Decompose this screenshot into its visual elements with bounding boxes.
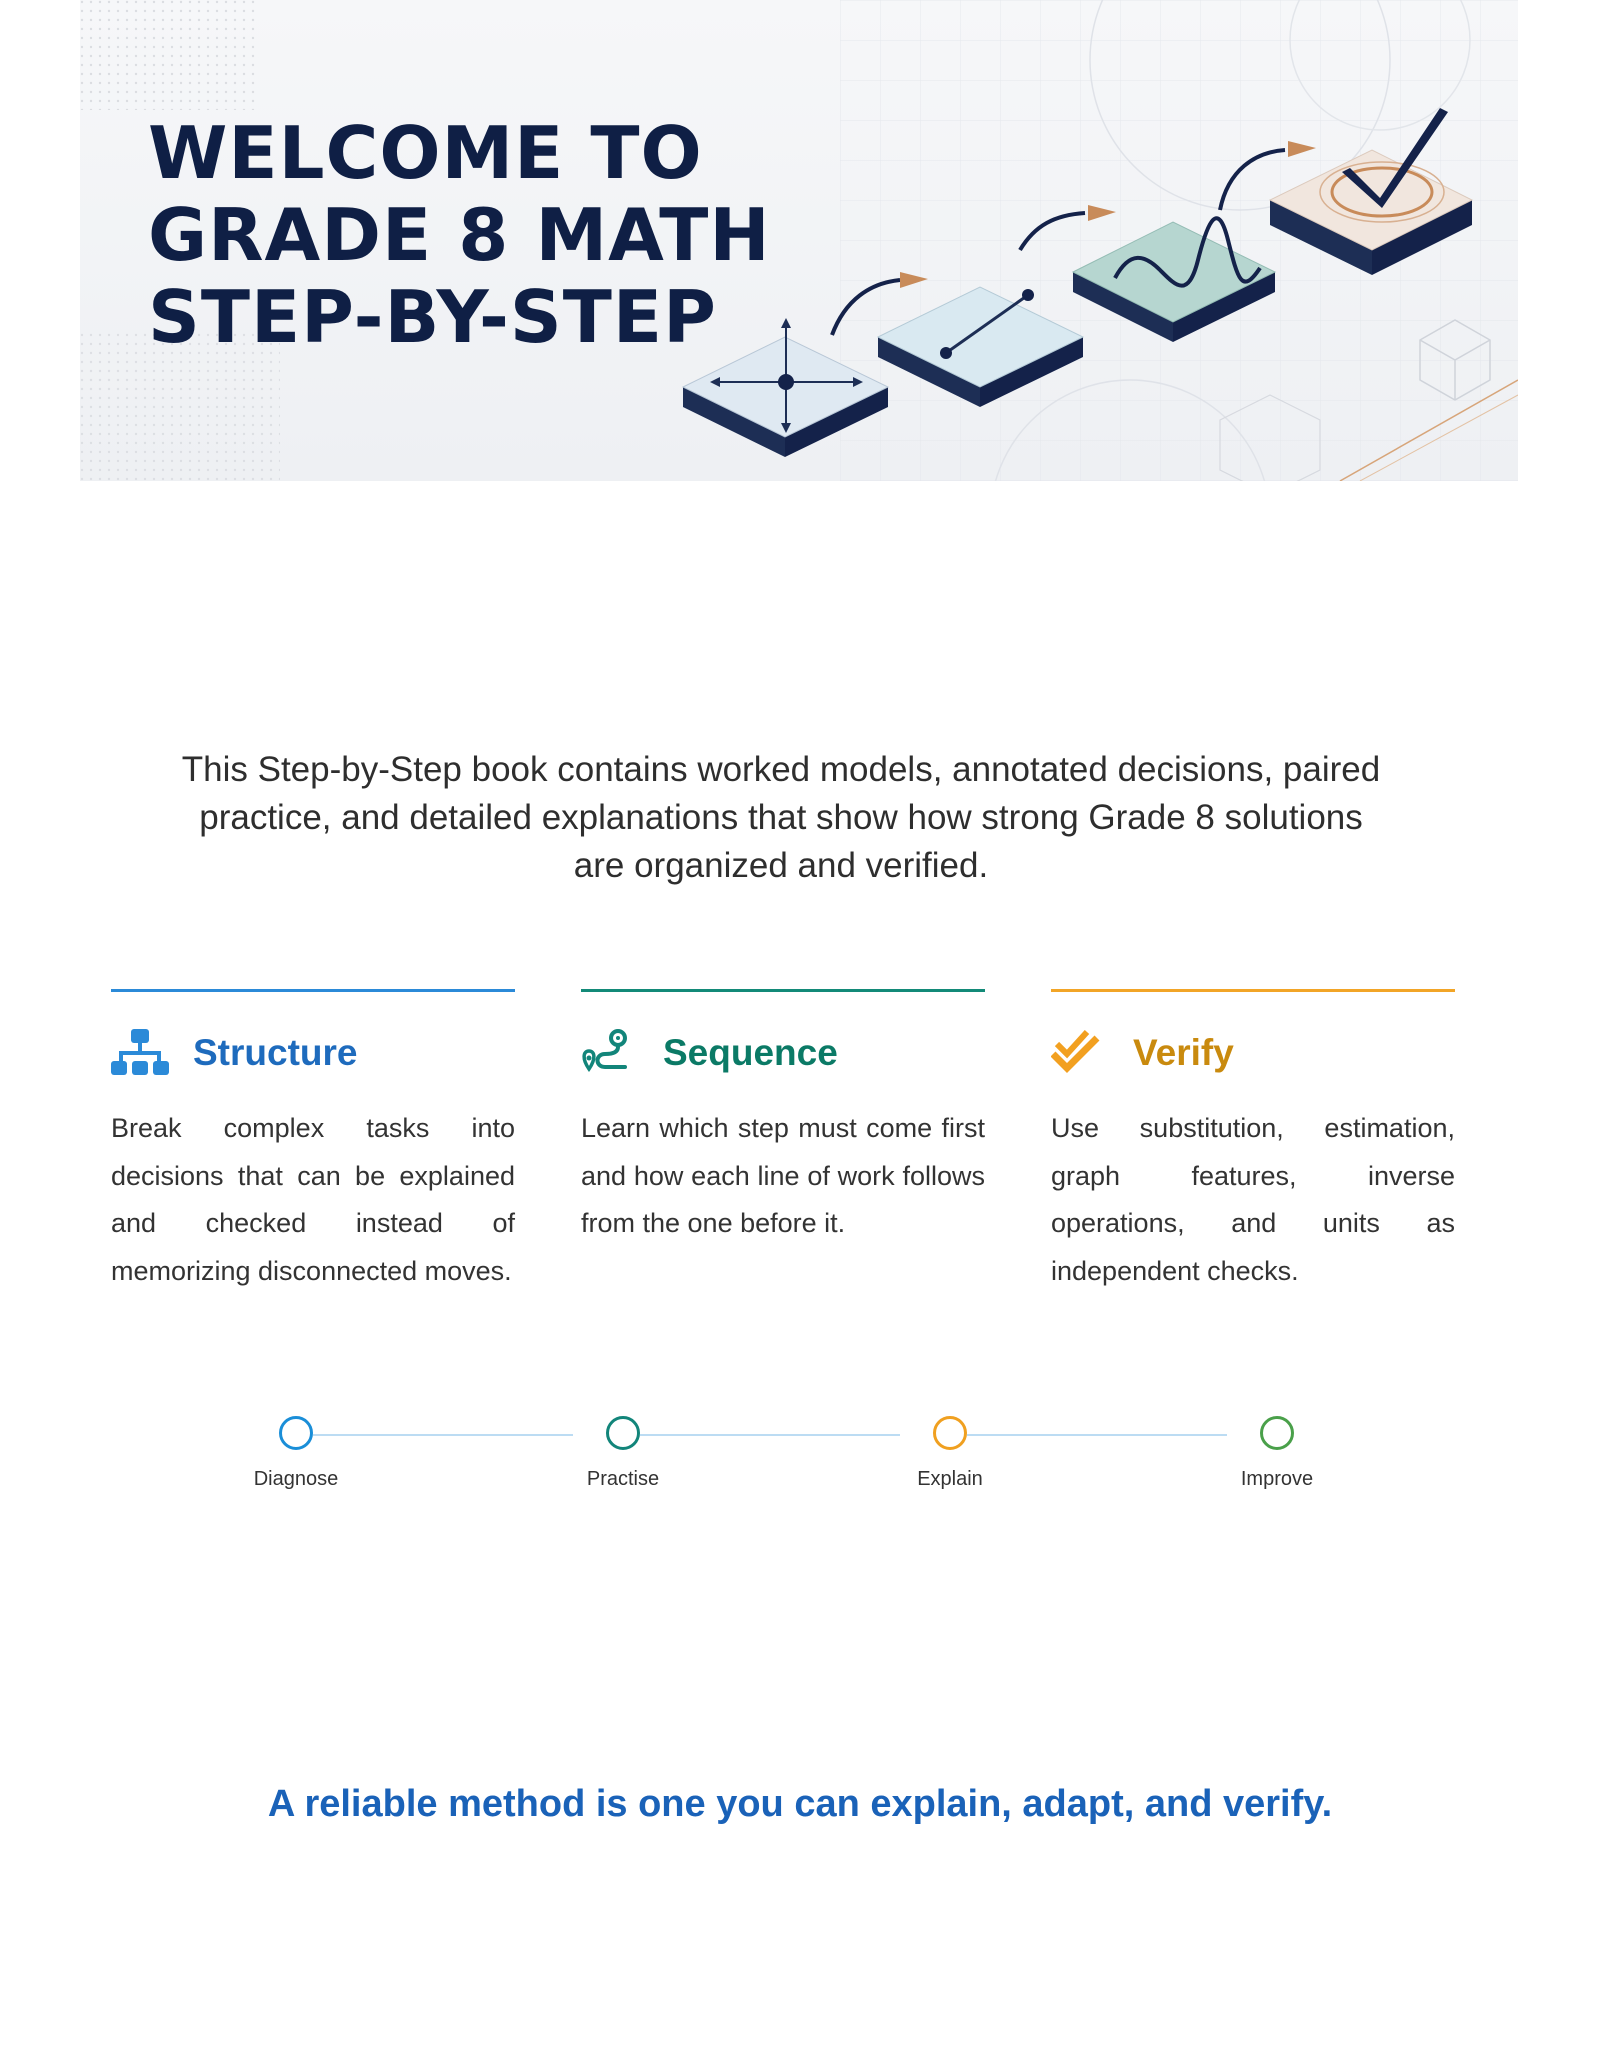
step-platform-axes: [683, 318, 888, 457]
timeline-step-practise: [543, 1408, 703, 1491]
timeline-step-diagnose: [216, 1408, 376, 1491]
timeline-circle: [606, 1416, 640, 1450]
tagline: A reliable method is one you can explain, adapt, and verify.: [267, 1783, 1333, 1825]
feature-text: Use substitution, estimation, graph features, inverse operations, and units as independent checks.: [1051, 1113, 1455, 1286]
timeline-label: Explain: [917, 1468, 983, 1490]
feature-verify: [1051, 989, 1455, 1295]
hero-title-line-3: STEP-BY-STEP: [148, 275, 717, 359]
feature-structure: [111, 989, 515, 1295]
feature-title: Sequence: [663, 1032, 838, 1073]
feature-header: [1051, 1025, 1455, 1081]
double-check-icon: [1051, 1025, 1111, 1081]
intro-paragraph: This Step-by-Step book contains worked models, annotated decisions, paired practice, and detailed explanations that show how strong Grade 8 solutions are organized and verified.: [181, 750, 1381, 885]
hero-steps-illustration: [80, 0, 1518, 481]
feature-rule: [581, 989, 985, 992]
timeline-step-improve: [1197, 1408, 1357, 1491]
feature-rule: [1051, 989, 1455, 992]
feature-text: Learn which step must come first and how each line of work follows from the one before it.: [581, 1113, 985, 1238]
feature-sequence: [581, 989, 985, 1248]
timeline-circle: [933, 1416, 967, 1450]
timeline-label: Diagnose: [253, 1468, 339, 1490]
step-platform-check: [1270, 108, 1472, 275]
feature-text: Break complex tasks into decisions that can be explained and checked instead of memorizing disconnected moves.: [111, 1113, 515, 1286]
arrow-step-2: [1020, 205, 1116, 250]
hero-title-line-1: WELCOME TO: [148, 111, 703, 195]
timeline-label: Practise: [586, 1468, 660, 1490]
feature-title: Verify: [1133, 1032, 1234, 1073]
feature-header: [581, 1025, 985, 1081]
timeline-circle: [1260, 1416, 1294, 1450]
step-platform-line: [878, 287, 1083, 407]
timeline-label: Improve: [1240, 1468, 1314, 1490]
step-platform-wave: [1073, 218, 1275, 342]
route-icon: [581, 1025, 641, 1081]
timeline-circle: [279, 1416, 313, 1450]
feature-rule: [111, 989, 515, 992]
process-timeline: [0, 1408, 1600, 1508]
hero-banner: [80, 0, 1518, 481]
timeline-step-explain: [870, 1408, 1030, 1491]
hierarchy-icon: [111, 1025, 171, 1081]
feature-title: Structure: [193, 1032, 358, 1073]
hero-title-line-2: GRADE 8 MATH: [148, 193, 771, 277]
feature-header: [111, 1025, 515, 1081]
